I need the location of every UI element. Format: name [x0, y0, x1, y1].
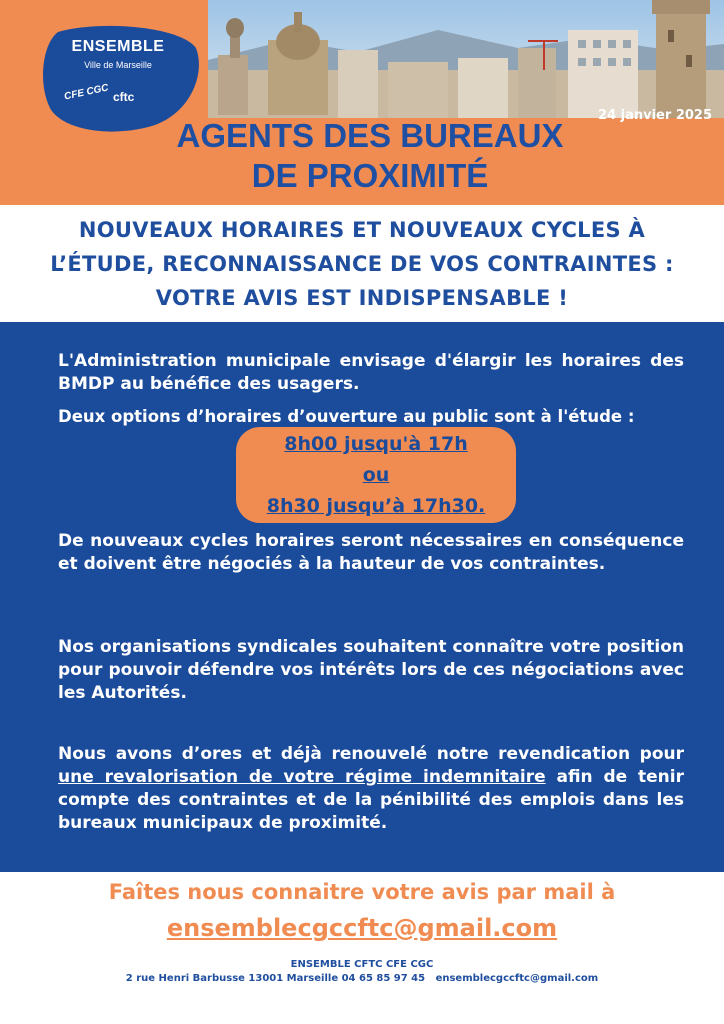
- footer-email[interactable]: ensemblecgccftc@gmail.com: [435, 973, 599, 984]
- paragraph-unions: Nos organisations syndicales souhaitent connaître votre position pour pouvoir défendre vos intérêts lors de ces négociations avec les Autorités.: [58, 637, 684, 703]
- demand-text-start: Nous avons d’ores et déjà renouvelé notre revendication pour: [58, 744, 684, 764]
- paragraph-cycles: De nouveaux cycles horaires seront nécessaires en conséquence et doivent être négociés à la hauteur de vos contraintes.: [58, 531, 684, 574]
- footer-organization: ENSEMBLE CFTC CFE CGC: [290, 959, 434, 970]
- demand-highlight: une revalorisation de votre régime indemnitaire: [58, 767, 546, 787]
- title-line-2: DE PROXIMITÉ: [251, 157, 489, 194]
- paragraph-intro: L'Administration municipale envisage d'élargir les horaires des BMDP au bénéfice des usagers.: [58, 351, 684, 394]
- logo-title: ENSEMBLE: [71, 38, 165, 55]
- subtitle: [30, 213, 694, 315]
- logo-subtitle: Ville de Marseille: [84, 60, 152, 70]
- cftc-logo: cftc: [113, 90, 135, 104]
- document-date: 24 janvier 2025: [598, 108, 712, 123]
- paragraph-options-intro: Deux options d’horaires d’ouverture au public sont à l'étude :: [58, 407, 635, 426]
- option-1: 8h00 jusqu'à 17h: [284, 433, 468, 455]
- footer-address: 2 rue Henri Barbusse 13001 Marseille 04 65 85 97 45: [125, 973, 426, 984]
- marseille-skyline-photo: [208, 0, 724, 118]
- footer-contact: [0, 973, 724, 984]
- option-2: 8h30 jusqu’à 17h30.: [266, 495, 486, 517]
- call-to-action: Faîtes nous connaitre votre avis par mail à: [108, 880, 616, 904]
- subtitle-line-3: VOTRE AVIS EST INDISPENSABLE !: [155, 286, 569, 310]
- paragraph-demand: [58, 743, 684, 835]
- subtitle-line-1: NOUVEAUX HORAIRES ET NOUVEAUX CYCLES À: [78, 218, 646, 242]
- option-or: ou: [362, 464, 390, 486]
- cta-email-link[interactable]: ensemblecgccftc@gmail.com: [166, 914, 558, 942]
- cfe-cgc-logo: CFE CGC: [63, 82, 110, 103]
- title-line-1: AGENTS DES BUREAUX: [176, 117, 564, 154]
- subtitle-line-2: L’ÉTUDE, RECONNAISSANCE DE VOS CONTRAINTES :: [50, 252, 674, 276]
- page-title: [120, 116, 620, 196]
- demand-text-end: afin de tenir compte des contraintes et de la pénibilité des emplois dans les bureaux municipaux de proximité.: [58, 767, 684, 833]
